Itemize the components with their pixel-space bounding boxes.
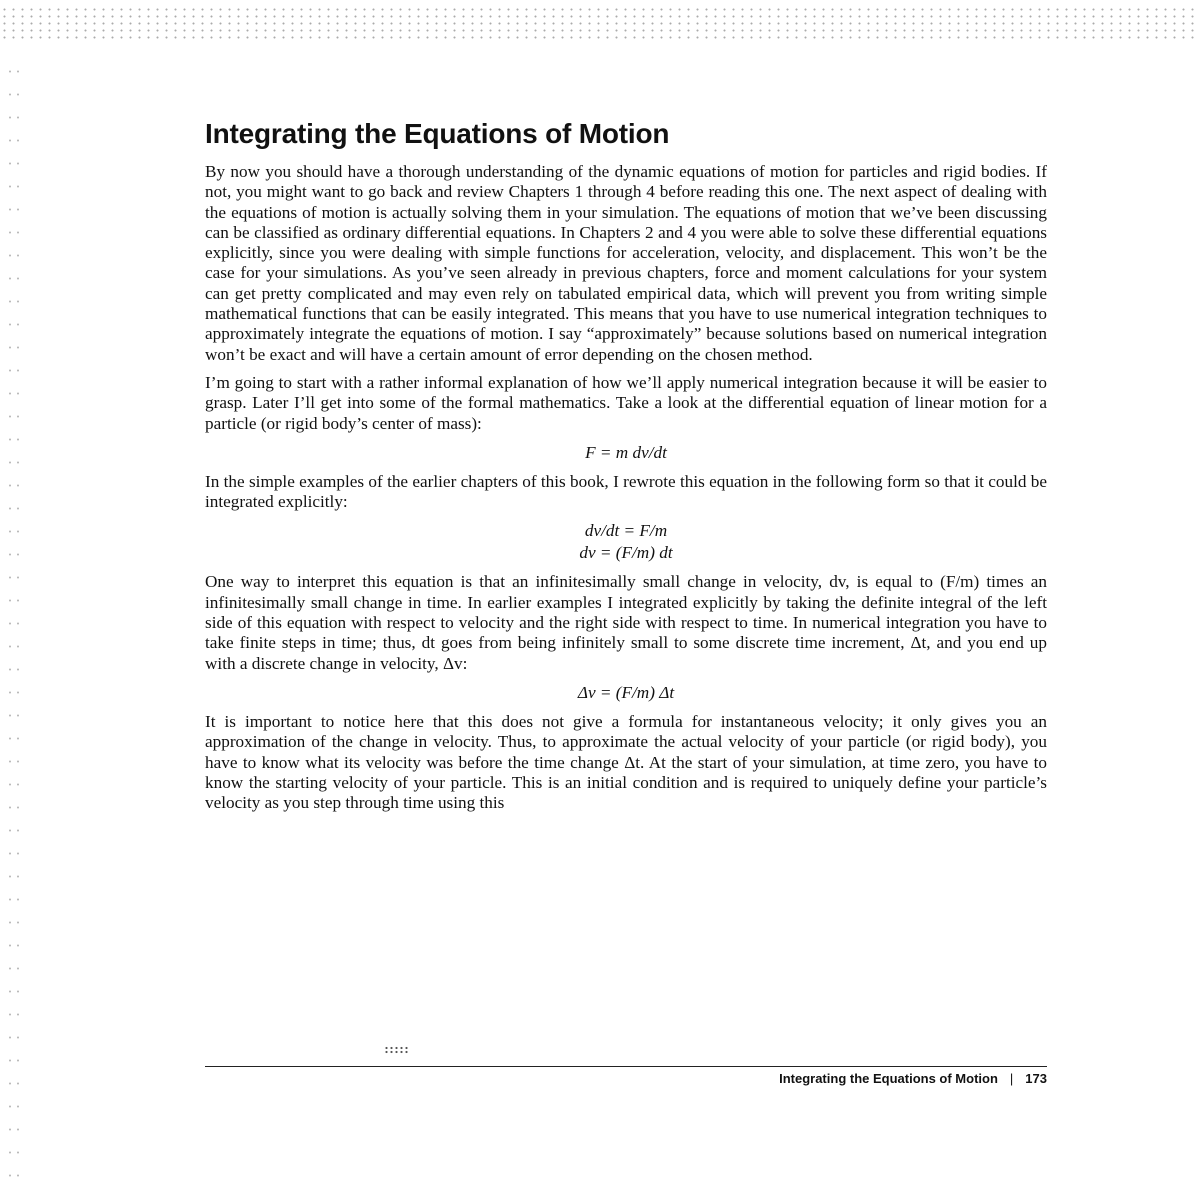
paragraph-2: I’m going to start with a rather informal explanation of how we’ll apply numerical integration because it will be easier to grasp. Later I’ll get into some of the formal mathematics. Take a look at the differential equation of linear motion for a particle (or rigid body’s center of mass):	[205, 372, 1047, 433]
paragraph-1: By now you should have a thorough understanding of the dynamic equations of motion for particles and rigid bodies. If not, you might want to go back and review Chapters 1 through 4 before reading this one. The next aspect of dealing with the equations of motion is actually solving them in your simulation. The equations of motion that we’ve been discussing can be classified as ordinary differential equations. In Chapters 2 and 4 you were able to solve these differential equations explicitly, since you were dealing with simple functions for acceleration, velocity, and displacement. This won’t be the case for your simulations. As you’ve seen already in previous chapters, force and moment calculations for your system can get pretty complicated and may even rely on tabulated empirical data, which will prevent you from writing simple mathematical functions that can be easily integrated. This means that you have to use numerical integration techniques to approximately integrate the equations of motion. I say “approximately” because solutions based on numerical integration won’t be exact and will have a certain amount of error depending on the chosen method.	[205, 162, 1047, 364]
paragraph-3: In the simple examples of the earlier chapters of this book, I rewrote this equation in the following form so that it could be integrated explicitly:	[205, 471, 1047, 512]
body-text	[205, 162, 1047, 821]
section-heading: Integrating the Equations of Motion	[205, 118, 670, 149]
scan-speck	[384, 1046, 410, 1054]
equation-force: F = m dv/dt	[585, 442, 667, 462]
paragraph-5: It is important to notice here that this does not give a formula for instantaneous velocity; it only gives you an approximation of the change in velocity. Thus, to approximate the actual velocity of your particle (or rigid body), you have to know what its velocity was before the time change Δt. At the start of your simulation, at time zero, you have to know the starting velocity of your particle. This is an initial condition and is required to uniquely define your particle’s velocity as you step through time using this	[205, 711, 1047, 813]
scan-noise-top	[0, 6, 1200, 42]
equation-delta-v: Δv = (F/m) Δt	[577, 682, 675, 702]
footer-separator: |	[1009, 1071, 1014, 1086]
equation-dv: dv = (F/m) dt	[579, 543, 673, 563]
footer-rule	[205, 1066, 1047, 1067]
paragraph-4: One way to interpret this equation is that an infinitesimally small change in velocity, dv, is equal to (F/m) times an infinitesimally small change in time. In earlier examples I integrated explicitly by taking the definite integral of the left side of this equation with respect to velocity and the right side with respect to time. In numerical integration you have to take finite steps in time; thus, dt goes from being infinitely small to some discrete time increment, Δt, and you end up with a discrete change in velocity, Δv:	[205, 572, 1047, 673]
running-footer	[205, 1071, 1047, 1086]
equation-dv-dt: dv/dt = F/m	[584, 521, 668, 541]
equation-group	[205, 520, 1047, 564]
scan-noise-left	[6, 60, 24, 1180]
page-number: 173	[1025, 1071, 1047, 1086]
footer-title: Integrating the Equations of Motion	[779, 1071, 998, 1086]
